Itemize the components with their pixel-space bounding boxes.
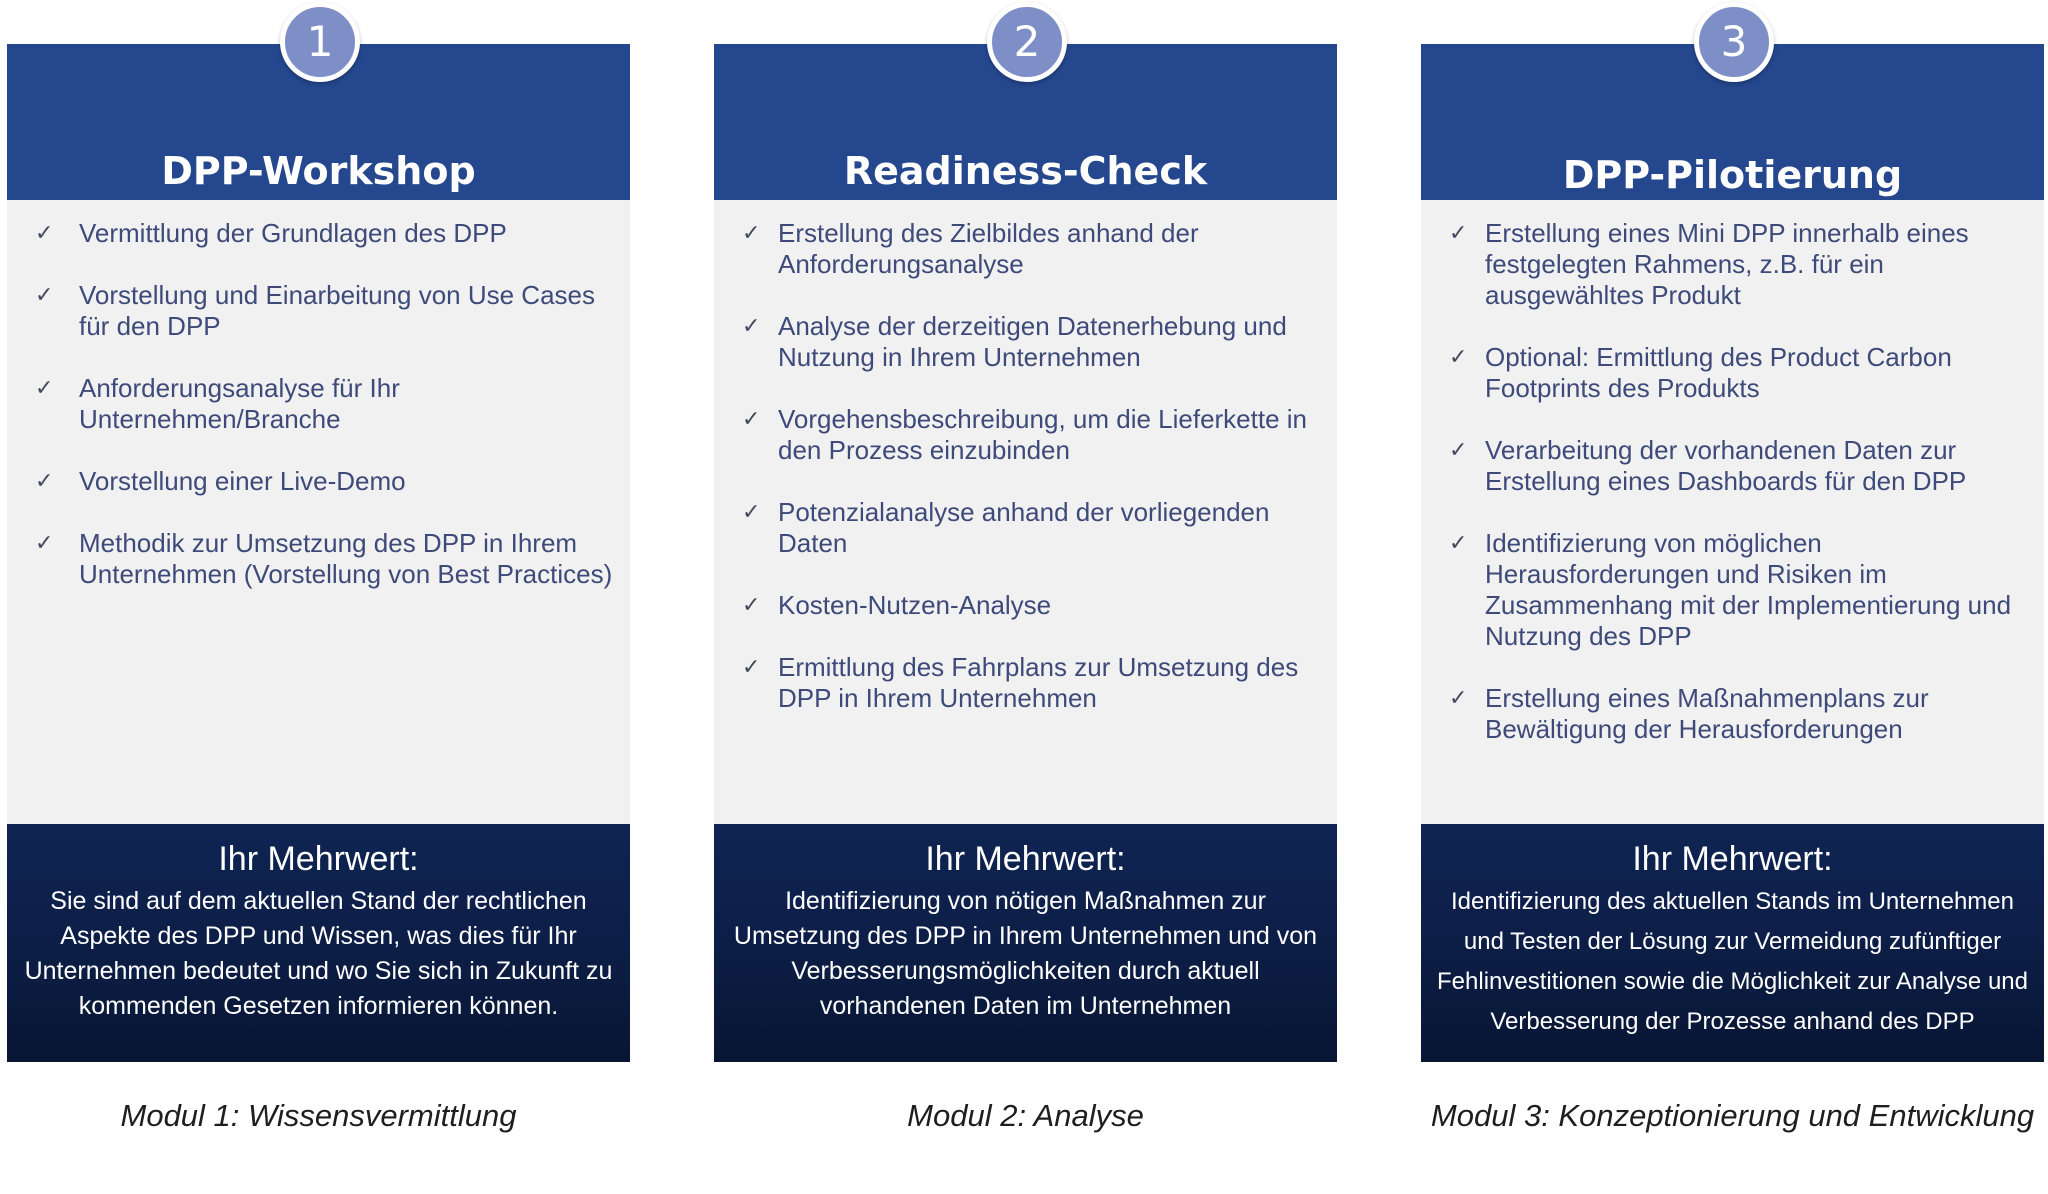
module-number-badge: 2	[987, 2, 1067, 82]
list-item-text: Potenzialanalyse anhand der vorliegenden Daten	[778, 497, 1270, 558]
list-item	[714, 218, 1329, 280]
check-icon: ✓	[1449, 686, 1468, 711]
list-item-text: Vorstellung einer Live-Demo	[79, 466, 406, 496]
module-number-badge: 3	[1694, 2, 1774, 82]
list-item	[7, 466, 622, 497]
value-text: Identifizierung des aktuellen Stands im Unternehmen und Testen der Lösung zur Vermeidung zufünftiger Fehlinvestitionen sowie die Möglichkeit zur Analyse und Verbesserung der Prozesse anhand des DPP	[1437, 888, 2028, 1035]
check-icon: ✓	[35, 469, 54, 494]
list-item-text: Vorgehensbeschreibung, um die Lieferkette in den Prozess einzubinden	[778, 404, 1308, 465]
list-item-text: Anforderungsanalyse für Ihr Unternehmen/Branche	[79, 373, 400, 434]
module-header	[1421, 17, 2044, 200]
list-item-text: Vermittlung der Grundlagen des DPP	[79, 218, 507, 248]
list-item	[7, 373, 622, 435]
list-item	[1421, 342, 2036, 404]
module-body	[714, 200, 1337, 824]
list-item	[1421, 528, 2036, 652]
check-icon: ✓	[742, 655, 761, 680]
module-card-1	[7, 17, 630, 1062]
list-item-text: Optional: Ermittlung des Product Carbon Footprints des Produkts	[1485, 342, 1952, 403]
check-icon: ✓	[742, 314, 761, 339]
list-item	[714, 497, 1329, 559]
module-title: Readiness-Check	[843, 149, 1208, 193]
value-text: Sie sind auf dem aktuellen Stand der rechtlichen Aspekte des DPP und Wissen, was dies für Ihr Unternehmen bedeutet und wo Sie sich in Zukunft zu kommenden Gesetzen informieren können.	[24, 887, 613, 1020]
list-item-text: Verarbeitung der vorhandenen Daten zur Erstellung eines Dashboards für den DPP	[1485, 435, 1967, 496]
module-card-2	[714, 17, 1337, 1062]
service-list	[7, 200, 630, 590]
value-heading: Ihr Mehrwert:	[1632, 840, 1833, 878]
list-item	[7, 528, 622, 590]
list-item	[714, 652, 1329, 714]
check-icon: ✓	[1449, 345, 1468, 370]
list-item-text: Kosten-Nutzen-Analyse	[778, 590, 1052, 620]
list-item-text: Ermittlung des Fahrplans zur Umsetzung des DPP in Ihrem Unternehmen	[778, 652, 1299, 713]
check-icon: ✓	[1449, 221, 1468, 246]
module-body	[1421, 200, 2044, 824]
module-caption: Modul 1: Wissensvermittlung	[120, 1098, 517, 1133]
list-item	[714, 590, 1329, 621]
list-item	[714, 311, 1329, 373]
module-body	[7, 200, 630, 824]
module-caption: Modul 2: Analyse	[907, 1098, 1144, 1133]
list-item-text: Identifizierung von möglichen Herausforderungen und Risiken im Zusammenhang mit der Implementierung und Nutzung des DPP	[1485, 528, 2012, 651]
value-box	[7, 824, 630, 1062]
list-item	[7, 218, 622, 249]
module-number-badge: 1	[280, 2, 360, 82]
value-text: Identifizierung von nötigen Maßnahmen zur Umsetzung des DPP in Ihrem Unternehmen und von Verbesserungsmöglichkeiten durch aktuell vorhandenen Daten im Unternehmen	[733, 887, 1318, 1020]
check-icon: ✓	[1449, 438, 1468, 463]
list-item	[714, 404, 1329, 466]
module-header	[714, 17, 1337, 200]
list-item-text: Methodik zur Umsetzung des DPP in Ihrem Unternehmen (Vorstellung von Best Practices)	[79, 528, 613, 589]
module-card-3	[1421, 17, 2044, 1062]
list-item-text: Erstellung eines Maßnahmenplans zur Bewältigung der Herausforderungen	[1485, 683, 1929, 744]
module-title: DPP-Workshop	[161, 149, 476, 193]
list-item-text: Vorstellung und Einarbeitung von Use Cases für den DPP	[79, 280, 595, 341]
check-icon: ✓	[35, 221, 54, 246]
check-icon: ✓	[1449, 531, 1468, 556]
service-list	[714, 200, 1337, 714]
check-icon: ✓	[742, 407, 761, 432]
check-icon: ✓	[742, 593, 761, 618]
module-caption: Modul 3: Konzeptionierung und Entwicklung	[1430, 1098, 2035, 1133]
check-icon: ✓	[742, 500, 761, 525]
value-heading: Ihr Mehrwert:	[925, 840, 1126, 878]
module-header	[7, 17, 630, 200]
check-icon: ✓	[742, 221, 761, 246]
module-title: DPP-Pilotierung	[1562, 153, 1903, 197]
value-heading: Ihr Mehrwert:	[218, 840, 419, 878]
check-icon: ✓	[35, 531, 54, 556]
list-item	[1421, 435, 2036, 497]
service-list	[1421, 200, 2044, 745]
list-item	[1421, 218, 2036, 311]
list-item-text: Analyse der derzeitigen Datenerhebung und Nutzung in Ihrem Unternehmen	[778, 311, 1287, 372]
check-icon: ✓	[35, 283, 54, 308]
list-item-text: Erstellung eines Mini DPP innerhalb eines festgelegten Rahmens, z.B. für ein ausgewähltes Produkt	[1485, 218, 1969, 310]
check-icon: ✓	[35, 376, 54, 401]
value-box	[1421, 824, 2044, 1062]
list-item-text: Erstellung des Zielbildes anhand der Anforderungsanalyse	[778, 218, 1199, 279]
list-item	[1421, 683, 2036, 745]
value-box	[714, 824, 1337, 1062]
list-item	[7, 280, 622, 342]
